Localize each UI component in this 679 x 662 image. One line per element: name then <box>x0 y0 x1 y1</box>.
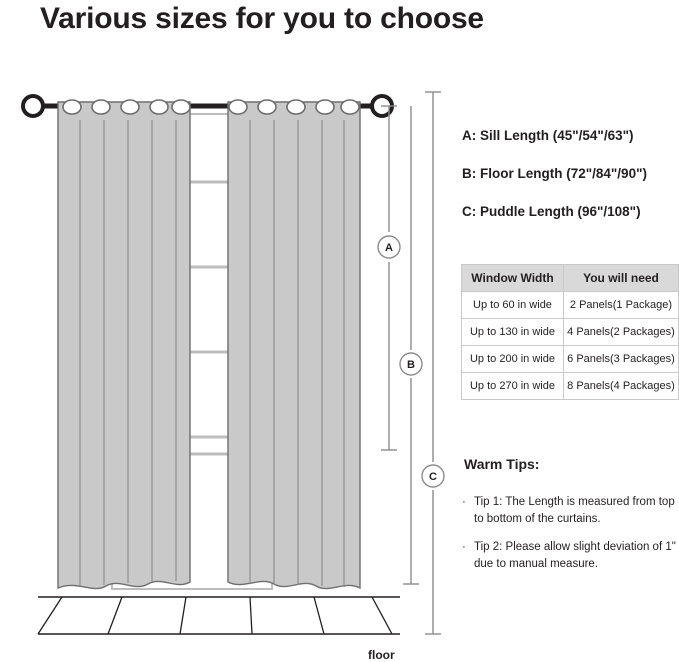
table-cell-need: 8 Panels(4 Packages) <box>563 373 678 400</box>
table-header-window-width: Window Width <box>462 265 564 292</box>
legend-item-b: B: Floor Length (72"/84"/90") <box>462 166 647 181</box>
table-cell-width: Up to 60 in wide <box>462 292 564 319</box>
size-recommendation-table <box>461 264 679 400</box>
measure-a <box>378 106 400 450</box>
table-row <box>462 319 679 346</box>
curtain-panel-right <box>228 100 360 589</box>
curtain-illustration <box>0 62 455 662</box>
table-cell-need: 4 Panels(2 Packages) <box>563 319 678 346</box>
measure-b <box>389 106 422 584</box>
table-row <box>462 346 679 373</box>
table-cell-width: Up to 200 in wide <box>462 346 564 373</box>
table-cell-need: 2 Panels(1 Package) <box>563 292 678 319</box>
warm-tips-heading: Warm Tips: <box>464 456 540 472</box>
table-cell-width: Up to 130 in wide <box>462 319 564 346</box>
measure-c <box>422 92 444 634</box>
marker-c-label: C <box>429 471 437 483</box>
legend-item-a: A: Sill Length (45"/54"/63") <box>462 128 634 143</box>
warm-tip-1 <box>464 494 676 527</box>
table-row <box>462 292 679 319</box>
warm-tip-1-text: Tip 1: The Length is measured from top to bottom of the curtains. <box>474 496 675 525</box>
floor-label: floor <box>368 648 395 662</box>
table-header-you-will-need: You will need <box>563 265 678 292</box>
bullet-icon: · <box>462 541 466 553</box>
floor-lines <box>38 597 400 634</box>
table-cell-width: Up to 270 in wide <box>462 373 564 400</box>
marker-a-label: A <box>385 242 393 254</box>
curtain-diagram-svg <box>0 62 455 635</box>
warm-tip-2-text: Tip 2: Please allow slight deviation of 1" due to manual measure. <box>474 541 676 570</box>
table-row <box>462 373 679 400</box>
table-cell-need: 6 Panels(3 Packages) <box>563 346 678 373</box>
legend-item-c: C: Puddle Length (96"/108") <box>462 204 641 219</box>
marker-b-label: B <box>407 359 415 371</box>
curtain-panel-left <box>58 100 190 589</box>
bullet-icon: · <box>462 496 466 508</box>
page-title: Various sizes for you to choose <box>40 2 484 35</box>
warm-tip-2 <box>464 539 676 572</box>
table-header-row <box>462 265 679 292</box>
